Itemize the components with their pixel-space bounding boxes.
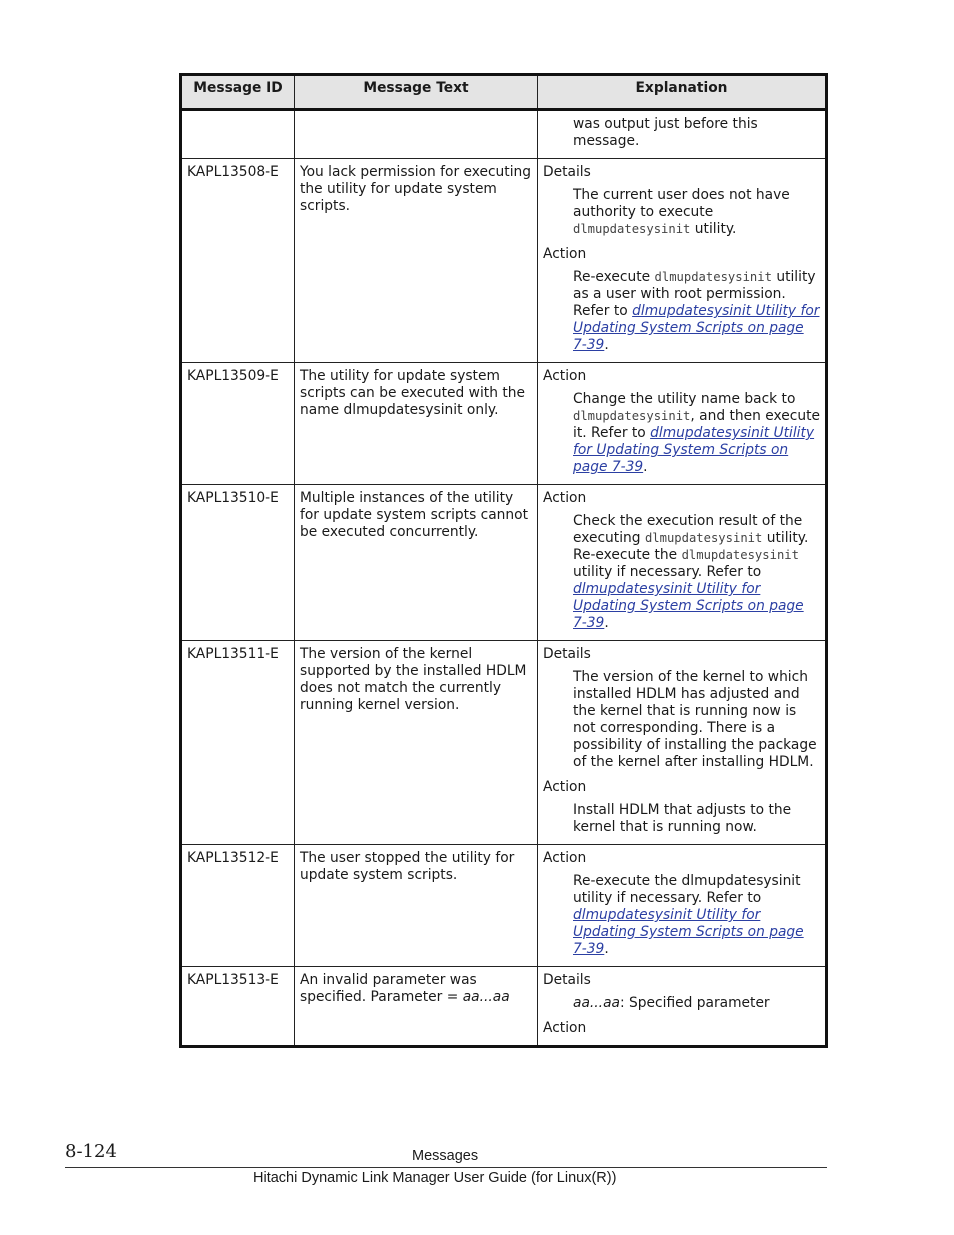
action-body: Install HDLM that adjusts to the kernel that is running now. (573, 802, 792, 835)
action-label: Action (543, 779, 587, 795)
message-text: Multiple instances of the utility for update system scripts cannot be executed concurrently. (295, 485, 538, 641)
action-text: Check the execution result of the executing (573, 513, 803, 546)
explanation-cell (538, 641, 827, 845)
details-body: The version of the kernel to which installed HDLM has adjusted and the kernel that is running now is not corresponding. There is a possibility of installing the package of the kernel after installing HDLM. (573, 669, 817, 770)
table-row (181, 845, 827, 967)
message-text: The utility for update system scripts can be executed with the name dlmupdatesysinit only. (295, 363, 538, 485)
utility-name-code: dlmupdatesysinit (573, 409, 691, 423)
explanation-cell (538, 363, 827, 485)
footer-divider (65, 1167, 827, 1168)
details-text: The current user does not have authority to execute (573, 187, 790, 220)
utility-name-code: dlmupdatesysinit (654, 270, 772, 284)
details-label: Details (543, 972, 591, 988)
utility-name-code: dlmupdatesysinit (644, 531, 763, 545)
message-id: KAPL13509-E (181, 363, 295, 485)
message-text: You lack permission for executing the utility for update system scripts. (295, 159, 538, 363)
header-message-id: Message ID (181, 75, 295, 110)
action-label: Action (543, 1020, 587, 1036)
action-text-mid: , and then execute it. Refer to (573, 408, 820, 441)
action-body (573, 391, 820, 476)
action-label: Action (543, 246, 587, 262)
action-body (573, 269, 820, 354)
table-row (181, 159, 827, 363)
message-id: KAPL13513-E (181, 967, 295, 1047)
message-id: KAPL13511-E (181, 641, 295, 845)
action-label: Action (543, 368, 587, 384)
action-text: Re-execute (573, 269, 655, 285)
table-header-row (181, 75, 827, 110)
action-text: Change the utility name back to (573, 391, 796, 407)
action-body (573, 513, 820, 632)
table-row (181, 641, 827, 845)
details-label: Details (543, 164, 591, 180)
message-id: KAPL13508-E (181, 159, 295, 363)
action-label: Action (543, 850, 587, 866)
action-text-end: . (604, 615, 609, 631)
action-text: Re-execute the dlmupdatesysinit utility if necessary. Refer to (573, 873, 801, 906)
table-row (181, 967, 827, 1047)
details-text-end: utility. (690, 221, 737, 237)
message-text: The version of the kernel supported by the installed HDLM does not match the currently running kernel version. (295, 641, 538, 845)
message-id-cell (181, 110, 295, 159)
explanation-cell (538, 845, 827, 967)
parameter-placeholder: aa...aa (462, 989, 510, 1005)
message-table (179, 73, 828, 1048)
header-message-text: Message Text (295, 75, 538, 110)
action-text-end: . (643, 459, 648, 475)
explanation-cell (538, 485, 827, 641)
action-text-mid: utility if necessary. Refer to (573, 564, 762, 580)
footer-section-title: Messages (412, 1148, 479, 1164)
page-number: 8-124 (65, 1141, 117, 1162)
details-body (573, 187, 820, 238)
action-text-end: . (604, 337, 609, 353)
cross-reference-link[interactable]: dlmupdatesysinit Utility for Updating System Scripts on page 7-39 (573, 303, 820, 353)
continued-explanation: was output just before this message. (573, 116, 758, 149)
action-text-mid: utility as a user with root permission. Refer to (573, 269, 816, 319)
message-id: KAPL13512-E (181, 845, 295, 967)
message-text (295, 967, 538, 1047)
message-text-body: An invalid parameter was specified. Parameter = (300, 972, 477, 1005)
parameter-placeholder: aa...aa (573, 995, 620, 1011)
message-id: KAPL13510-E (181, 485, 295, 641)
table-row (181, 485, 827, 641)
action-text-end: . (604, 941, 609, 957)
explanation-cell (538, 967, 827, 1047)
explanation-cell (538, 159, 827, 363)
cross-reference-link[interactable]: dlmupdatesysinit Utility for Updating System Scripts on page 7-39 (573, 425, 815, 475)
details-body (573, 995, 820, 1012)
footer-book-title: Hitachi Dynamic Link Manager User Guide (for Linux(R)) (253, 1170, 617, 1186)
action-body (573, 873, 820, 958)
explanation-cell (538, 110, 827, 159)
action-label: Action (543, 490, 587, 506)
cross-reference-link[interactable]: dlmupdatesysinit Utility for Updating System Scripts on page 7-39 (573, 581, 804, 631)
header-explanation: Explanation (538, 75, 827, 110)
details-label: Details (543, 646, 591, 662)
table-row-continued (181, 110, 827, 159)
details-text-end: : Specified parameter (619, 995, 770, 1011)
message-text: The user stopped the utility for update system scripts. (295, 845, 538, 967)
utility-name-code: dlmupdatesysinit (681, 548, 799, 562)
table-row (181, 363, 827, 485)
cross-reference-link[interactable]: dlmupdatesysinit Utility for Updating System Scripts on page 7-39 (573, 907, 804, 957)
message-text-cell (295, 110, 538, 159)
action-text-mid: utility. Re-execute the (573, 530, 809, 563)
utility-name-code: dlmupdatesysinit (573, 222, 691, 236)
